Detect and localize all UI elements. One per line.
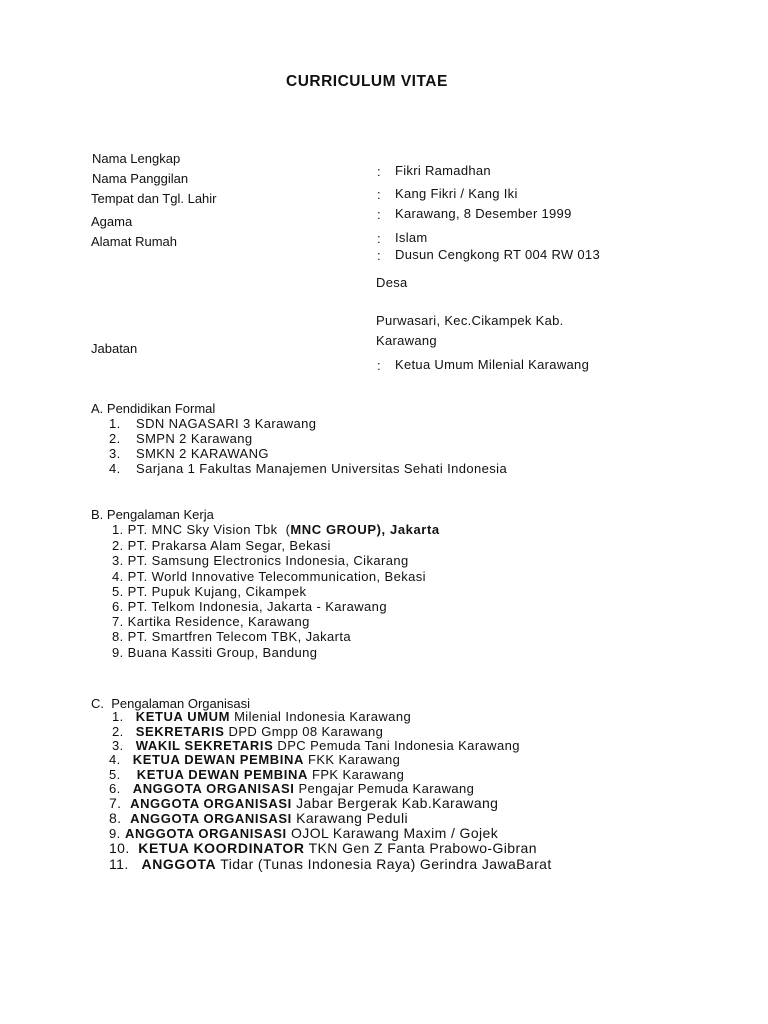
value-alamat-line-3: Purwasari, Kec.Cikampek Kab. xyxy=(376,313,564,328)
label-nama-panggilan: Nama Panggilan xyxy=(92,171,189,186)
list-item xyxy=(112,709,411,724)
item-org: DPD Gmpp 08 Karawang xyxy=(228,724,384,739)
item-role: KETUA DEWAN PEMBINA xyxy=(136,767,308,782)
item-org: FPK Karawang xyxy=(312,767,405,782)
item-text: PT. World Innovative Telecommunication, Bekasi xyxy=(127,569,426,584)
item-number: 11. xyxy=(109,856,129,872)
list-item xyxy=(112,738,520,753)
item-role: ANGGOTA xyxy=(141,856,217,872)
list-item xyxy=(109,825,498,841)
item-org: DPC Pemuda Tani Indonesia Karawang xyxy=(277,738,520,753)
label-jabatan: Jabatan xyxy=(91,341,138,356)
item-number: 8. xyxy=(112,629,124,644)
item-text: SMPN 2 Karawang xyxy=(136,431,253,446)
item-number: 2. xyxy=(109,431,121,446)
list-item xyxy=(112,724,383,739)
list-item xyxy=(109,446,269,461)
colon: : xyxy=(377,164,381,179)
item-number: 1. xyxy=(112,522,124,537)
list-item xyxy=(112,553,409,568)
item-org: Milenial Indonesia Karawang xyxy=(234,709,412,724)
section-heading-pengalaman-kerja: B. Pengalaman Kerja xyxy=(91,507,214,522)
list-item xyxy=(109,781,474,796)
value-jabatan: Ketua Umum Milenial Karawang xyxy=(395,357,590,372)
item-role: SEKRETARIS xyxy=(135,724,225,739)
colon: : xyxy=(377,207,381,222)
label-alamat: Alamat Rumah xyxy=(91,234,177,249)
item-org: Karawang Peduli xyxy=(296,810,408,826)
item-role: KETUA KOORDINATOR xyxy=(138,840,305,856)
list-item xyxy=(112,584,306,599)
item-number: 7. xyxy=(109,795,122,811)
item-org: TKN Gen Z Fanta Prabowo-Gibran xyxy=(308,840,537,856)
list-item xyxy=(112,614,310,629)
list-item xyxy=(109,416,317,431)
list-item xyxy=(112,522,440,537)
item-role: KETUA UMUM xyxy=(135,709,231,724)
value-agama: Islam xyxy=(395,230,428,245)
item-org: Pengajar Pemuda Karawang xyxy=(298,781,475,796)
value-ttl: Karawang, 8 Desember 1999 xyxy=(395,206,572,221)
list-item xyxy=(109,431,253,446)
colon: : xyxy=(377,248,381,263)
item-text: SMKN 2 KARAWANG xyxy=(136,446,269,461)
item-number: 6. xyxy=(109,781,121,796)
list-item xyxy=(109,840,537,856)
item-text: Buana Kassiti Group, Bandung xyxy=(127,645,318,660)
item-number: 1. xyxy=(109,416,121,431)
item-role: ANGGOTA ORGANISASI xyxy=(124,826,287,841)
item-number: 6. xyxy=(112,599,124,614)
item-number: 4. xyxy=(109,752,121,767)
item-number: 3. xyxy=(112,553,124,568)
list-item xyxy=(109,810,408,826)
item-text: PT. Pupuk Kujang, Cikampek xyxy=(127,584,307,599)
item-text-bold: MNC GROUP), Jakarta xyxy=(290,522,440,537)
item-text: Kartika Residence, Karawang xyxy=(127,614,310,629)
colon: : xyxy=(377,358,381,373)
item-text: PT. MNC Sky Vision Tbk ( xyxy=(127,522,291,537)
item-number: 1. xyxy=(112,709,124,724)
value-alamat-line-2: Desa xyxy=(376,275,408,290)
item-number: 2. xyxy=(112,538,124,553)
item-text: PT. Prakarsa Alam Segar, Bekasi xyxy=(127,538,331,553)
item-number: 8. xyxy=(109,810,122,826)
item-org: Tidar (Tunas Indonesia Raya) Gerindra JawaBarat xyxy=(220,856,552,872)
item-number: 2. xyxy=(112,724,124,739)
value-nama-panggilan: Kang Fikri / Kang Iki xyxy=(395,186,518,201)
list-item xyxy=(112,645,317,660)
item-org: FKK Karawang xyxy=(307,752,401,767)
item-text: Sarjana 1 Fakultas Manajemen Universitas Sehati Indonesia xyxy=(136,461,508,476)
list-item xyxy=(109,856,552,872)
value-nama-lengkap: Fikri Ramadhan xyxy=(395,163,491,178)
item-text: PT. Samsung Electronics Indonesia, Cikarang xyxy=(127,553,409,568)
value-alamat-line-1: Dusun Cengkong RT 004 RW 013 xyxy=(395,247,600,262)
item-org: OJOL Karawang Maxim / Gojek xyxy=(291,825,499,841)
list-item xyxy=(109,767,404,782)
list-item xyxy=(109,752,400,767)
item-number: 10. xyxy=(109,840,130,856)
label-ttl: Tempat dan Tgl. Lahir xyxy=(91,191,217,206)
item-number: 4. xyxy=(112,569,124,584)
list-item xyxy=(109,795,498,811)
item-role: ANGGOTA ORGANISASI xyxy=(132,781,295,796)
colon: : xyxy=(377,187,381,202)
page-title: CURRICULUM VITAE xyxy=(286,73,448,90)
item-role: KETUA DEWAN PEMBINA xyxy=(132,752,304,767)
list-item xyxy=(112,629,351,644)
item-number: 4. xyxy=(109,461,121,476)
item-number: 5. xyxy=(109,767,121,782)
value-alamat-line-4: Karawang xyxy=(376,333,437,348)
section-heading-organisasi: C. Pengalaman Organisasi xyxy=(91,696,250,711)
item-text: PT. Smartfren Telecom TBK, Jakarta xyxy=(127,629,352,644)
item-number: 3. xyxy=(109,446,121,461)
colon: : xyxy=(377,231,381,246)
item-role: WAKIL SEKRETARIS xyxy=(135,738,274,753)
label-agama: Agama xyxy=(91,214,133,229)
section-heading-pendidikan: A. Pendidikan Formal xyxy=(91,401,216,416)
label-nama-lengkap: Nama Lengkap xyxy=(92,151,181,166)
item-number: 9. xyxy=(109,826,121,841)
item-number: 3. xyxy=(112,738,124,753)
item-role: ANGGOTA ORGANISASI xyxy=(130,796,292,811)
list-item xyxy=(112,538,331,553)
list-item xyxy=(112,599,387,614)
list-item xyxy=(109,461,508,476)
item-role: ANGGOTA ORGANISASI xyxy=(130,811,292,826)
item-org: Jabar Bergerak Kab.Karawang xyxy=(296,795,499,811)
item-text: SDN NAGASARI 3 Karawang xyxy=(136,416,317,431)
item-text: PT. Telkom Indonesia, Jakarta - Karawang xyxy=(127,599,387,614)
item-number: 5. xyxy=(112,584,124,599)
item-number: 9. xyxy=(112,645,124,660)
list-item xyxy=(112,569,426,584)
item-number: 7. xyxy=(112,614,124,629)
